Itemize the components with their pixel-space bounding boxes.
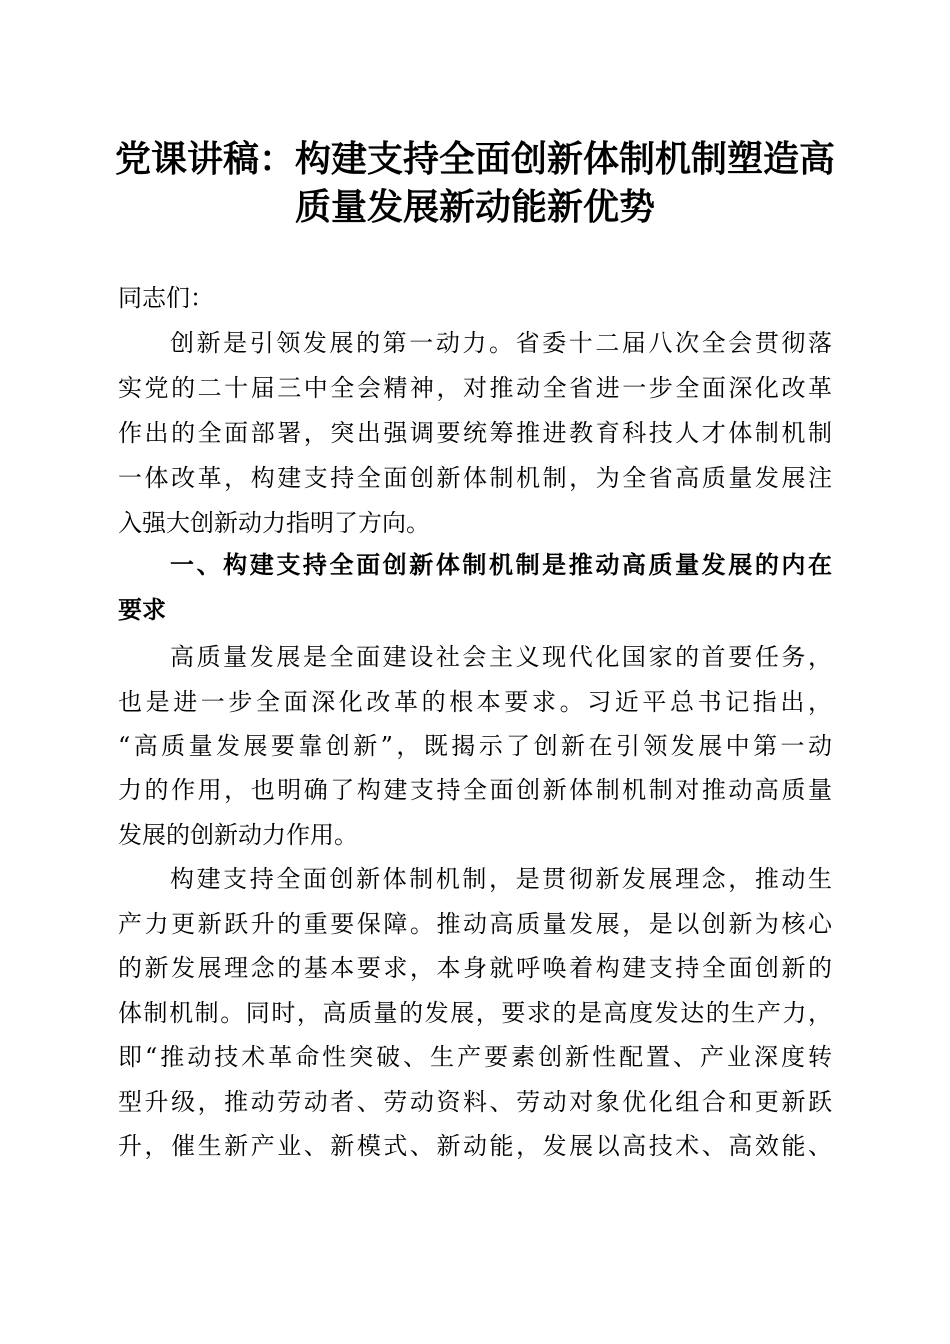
paragraph-2-line-2: 也是进一步全面深化改革的根本要求。习近平总书记指出，: [118, 688, 832, 716]
paragraph-3-line-4: 体制机制。同时，高质量的发展，要求的是高度发达的生产力，: [118, 999, 832, 1027]
paragraph-1-line-2: 实党的二十届三中全会精神，对推动全省进一步全面深化改革: [118, 374, 832, 402]
paragraph-1-line-1: 创新是引领发展的第一动力。省委十二届八次全会贯彻落: [170, 329, 832, 357]
paragraph-2-line-5: 发展的创新动力作用。: [118, 821, 358, 849]
greeting: 同志们：: [118, 284, 214, 312]
paragraph-3-line-1: 构建支持全面创新体制机制，是贯彻新发展理念，推动生: [170, 865, 832, 893]
document-title-line-2: 质量发展新动能新优势: [294, 186, 655, 228]
paragraph-3-line-6: 型升级，推动劳动者、劳动资料、劳动对象优化组合和更新跃: [118, 1088, 832, 1116]
paragraph-1-line-3: 作出的全面部署，突出强调要统筹推进教育科技人才体制机制: [118, 419, 832, 447]
paragraph-1-line-4: 一体改革，构建支持全面创新体制机制，为全省高质量发展注: [118, 464, 832, 492]
document-title-line-1: 党课讲稿：构建支持全面创新体制机制塑造高: [114, 138, 835, 180]
paragraph-2-line-1: 高质量发展是全面建设社会主义现代化国家的首要任务，: [170, 643, 832, 671]
paragraph-2-line-4: 力的作用，也明确了构建支持全面创新体制机制对推动高质量: [118, 776, 832, 804]
paragraph-3-line-5: 即“推动技术革命性突破、生产要素创新性配置、产业深度转: [118, 1043, 832, 1071]
section-heading-1-line-1: 一、构建支持全面创新体制机制是推动高质量发展的内在: [170, 551, 832, 579]
section-heading-1-line-2: 要求: [118, 596, 166, 624]
paragraph-3-line-2: 产力更新跃升的重要保障。推动高质量发展，是以创新为核心: [118, 910, 832, 938]
paragraph-3-line-3: 的新发展理念的基本要求，本身就呼唤着构建支持全面创新的: [118, 954, 832, 982]
paragraph-2-line-3: “高质量发展要靠创新”，既揭示了创新在引领发展中第一动: [118, 732, 832, 760]
paragraph-1-line-5: 入强大创新动力指明了方向。: [118, 509, 430, 537]
paragraph-3-line-7: 升，催生新产业、新模式、新动能，发展以高技术、高效能、: [118, 1132, 832, 1160]
